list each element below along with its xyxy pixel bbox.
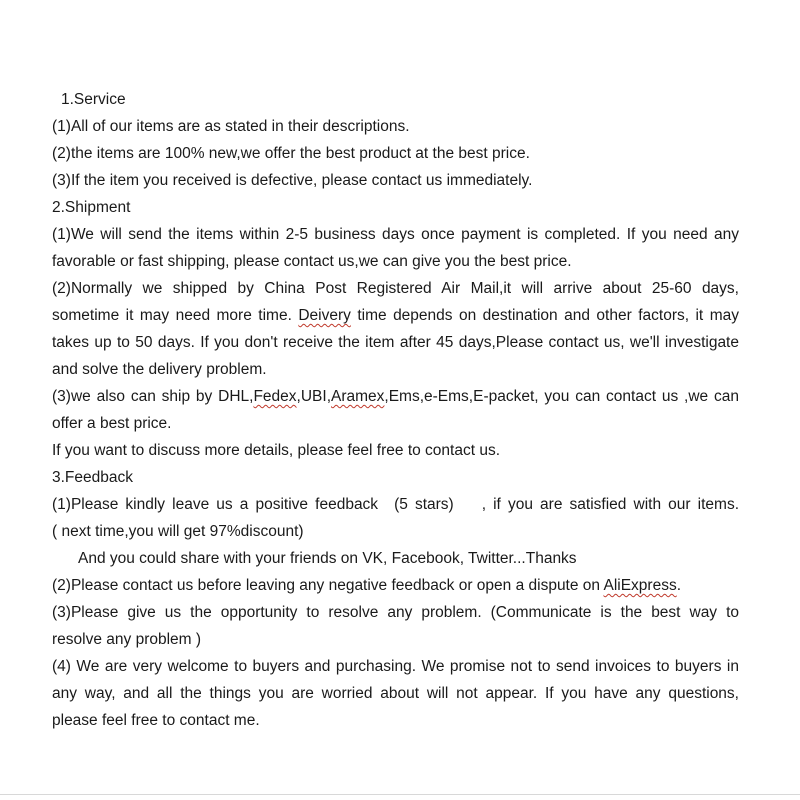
- spellcheck-word-fedex: Fedex: [253, 388, 297, 405]
- feedback-p3-line1: (3)Please give us the opportunity to resolve any problem. (Communicate is the best way to: [52, 604, 739, 621]
- shipment-p2-line2: [52, 302, 739, 329]
- shipment-p3-end: ,Ems,e-Ems,E-packet, you can contact us ,we can: [384, 388, 739, 405]
- feedback-p3-line2: resolve any problem ): [52, 631, 202, 648]
- feedback-p1-line1: [52, 491, 739, 518]
- feedback-heading: 3.Feedback: [52, 469, 133, 486]
- shipment-p3-line1: [52, 383, 739, 410]
- shipment-p3-mid: ,UBI,: [296, 388, 331, 405]
- spellcheck-word-deivery: Deivery: [298, 307, 351, 324]
- feedback-stars: (5 stars): [394, 496, 454, 513]
- feedback-p2-start: (2)Please contact us before leaving any negative feedback or open a dispute on: [52, 577, 604, 594]
- feedback-p1-end: , if you are satisfied with our items.: [481, 496, 740, 513]
- spellcheck-word-aramex: Aramex: [331, 388, 385, 405]
- feedback-p1-line3: And you could share with your friends on VK, Facebook, Twitter...Thanks: [78, 550, 577, 567]
- shipment-p1-line2: favorable or fast shipping, please contact us,we can give you the best price.: [52, 253, 572, 270]
- service-item-2: (2)the items are 100% new,we offer the best product at the best price.: [52, 145, 530, 162]
- shipment-p2-line1: (2)Normally we shipped by China Post Registered Air Mail,it will arrive about 25-60 days,: [52, 280, 739, 297]
- policy-text: [52, 86, 739, 734]
- shipment-p2-line4: and solve the delivery problem.: [52, 361, 267, 378]
- feedback-p2: [52, 572, 739, 599]
- feedback-p1-line2: ( next time,you will get 97%discount): [52, 523, 304, 540]
- feedback-p4-line1: (4) We are very welcome to buyers and purchasing. We promise not to send invoices to buyers in: [52, 658, 739, 675]
- feedback-p1-start: (1)Please kindly leave us a positive feedback: [52, 496, 379, 513]
- service-item-1: (1)All of our items are as stated in their descriptions.: [52, 118, 410, 135]
- shipment-p3-start: (3)we also can ship by DHL,: [52, 388, 254, 405]
- service-item-3: (3)If the item you received is defective, please contact us immediately.: [52, 172, 533, 189]
- shipment-note: If you want to discuss more details, please feel free to contact us.: [52, 442, 501, 459]
- shipment-heading: 2.Shipment: [52, 199, 131, 216]
- feedback-p4-line3: please feel free to contact me.: [52, 712, 260, 729]
- feedback-p4-line2: any way, and all the things you are worried about will not appear. If you have any questions,: [52, 685, 739, 702]
- shipment-p3-line2: offer a best price.: [52, 415, 172, 432]
- shipment-p2-line2-end: time depends on destination and other factors, it may: [350, 307, 739, 324]
- spellcheck-word-aliexpress: AliExpress: [603, 577, 677, 594]
- service-heading: 1.Service: [61, 91, 126, 108]
- shipment-p1-line1: (1)We will send the items within 2-5 business days once payment is completed. If you need any: [52, 226, 739, 243]
- feedback-p2-end: .: [676, 577, 682, 594]
- shipment-p2-line2-start: sometime it may need more time.: [52, 307, 299, 324]
- shipment-p2-line3: takes up to 50 days. If you don't receive the item after 45 days,Please contact us, we'll investigate: [52, 334, 739, 351]
- bottom-divider: [0, 794, 800, 795]
